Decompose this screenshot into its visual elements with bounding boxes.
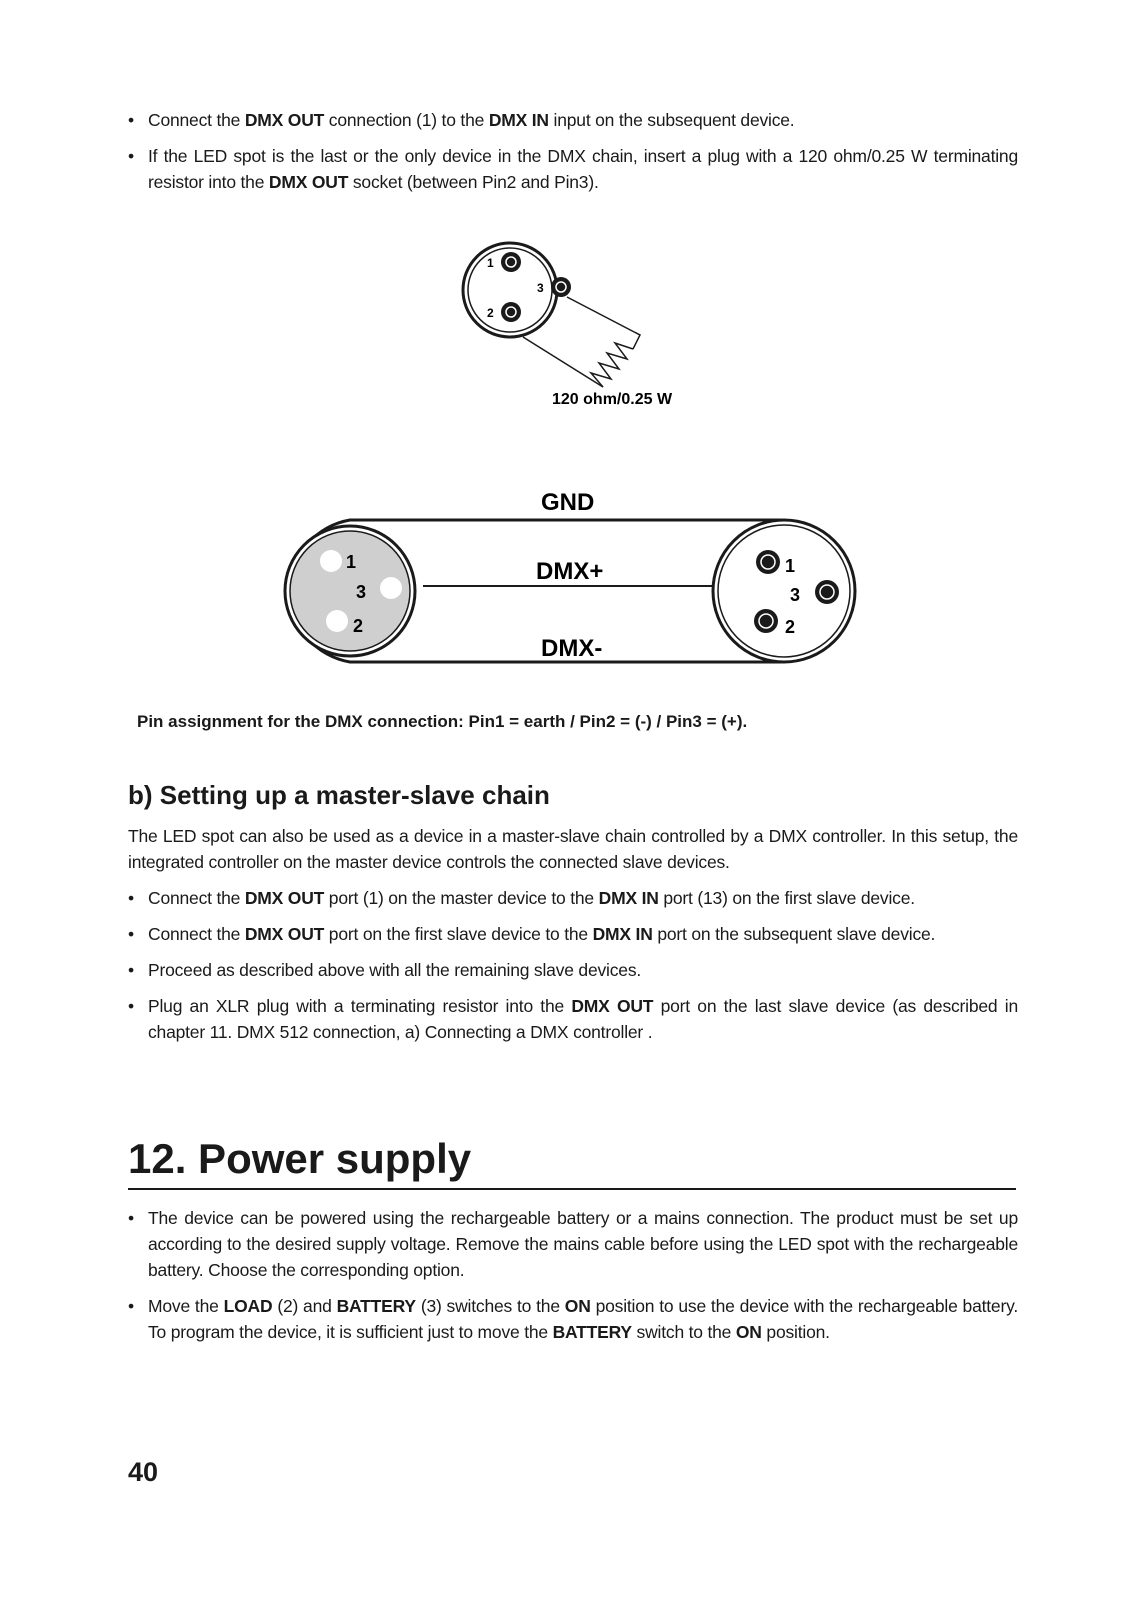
right-pin-1-label: 1 [785, 556, 796, 576]
power-supply-instructions [128, 1205, 1018, 1355]
bullet-item [128, 885, 1018, 911]
pin-2-label: 2 [487, 306, 494, 320]
text-run: connection (1) to the [324, 110, 489, 130]
dmx-out-instructions [128, 107, 1018, 205]
chapter-heading-power-supply: 12. Power supply [128, 1132, 1016, 1190]
master-slave-instructions [128, 885, 1018, 1055]
bold-term: ON [564, 1296, 591, 1316]
text-run: position to use the device with the rechargeable battery. To program the device, it is sufficient just to move the [148, 1296, 1019, 1342]
dmx-plus-label: DMX+ [536, 558, 604, 585]
bold-term: LOAD [223, 1296, 273, 1316]
resistor-label: 120 ohm/0.25 W [552, 391, 673, 408]
text-run: switch to the [631, 1322, 736, 1342]
text-run: port (1) on the master device to the [324, 888, 599, 908]
resistor-zigzag [591, 343, 633, 387]
bold-term: DMX IN [488, 110, 549, 130]
bold-term: DMX IN [598, 888, 659, 908]
text-run: Proceed as described above with all the remaining slave devices. [148, 960, 642, 980]
text-run: port (13) on the first slave device. [658, 888, 915, 908]
bold-term: DMX OUT [244, 110, 325, 130]
text-run: The device can be powered using the rechargeable battery or a mains connection. The product must be set up according to the desired supply voltage. Remove the mains cable before using the LED spot with the rechargeable battery. Choose the corresponding option. [148, 1208, 1018, 1280]
text-run: socket (between Pin2 and Pin3). [348, 172, 599, 192]
left-pin-1-label: 1 [346, 552, 357, 572]
right-pin-2-label: 2 [785, 617, 796, 637]
text-run: Move the [148, 1296, 224, 1316]
text-run: Plug an XLR plug with a terminating resistor into the [148, 996, 572, 1016]
left-pin-3-label: 3 [356, 582, 367, 602]
bullet-item [128, 993, 1018, 1045]
text-run: port on the last slave device (as described in chapter 11. DMX 512 connection, a) Connecting a DMX controller . [148, 996, 1018, 1042]
bullet-item [128, 107, 1018, 133]
bold-term: DMX OUT [244, 924, 325, 944]
text-run: (2) and [272, 1296, 337, 1316]
bullet-item [128, 1293, 1018, 1345]
text-run: port on the first slave device to the [324, 924, 593, 944]
dmx-minus-label: DMX- [541, 635, 603, 662]
bullet-item [128, 957, 1018, 983]
bold-term: BATTERY [552, 1322, 632, 1342]
text-run: port on the subsequent slave device. [652, 924, 936, 944]
bold-term: ON [735, 1322, 762, 1342]
terminating-resistor-diagram [455, 225, 695, 415]
bullet-item [128, 921, 1018, 947]
text-run: input on the subsequent device. [548, 110, 795, 130]
master-slave-intro: The LED spot can also be used as a device in a master-slave chain controlled by a DMX controller. In this setup, the integrated controller on the master device controls the connected slave devices. [128, 826, 1018, 872]
left-pin-2-label: 2 [353, 616, 364, 636]
text-run: position. [761, 1322, 830, 1342]
pin-1-label: 1 [487, 256, 494, 270]
resistor-lead-pin3 [567, 297, 640, 349]
text-run: (3) switches to the [415, 1296, 565, 1316]
page-number: 40 [128, 1457, 159, 1487]
text-run: Connect the [148, 888, 245, 908]
left-pin-2 [326, 610, 348, 632]
text-run: If the LED spot is the last or the only device in the DMX chain, insert a plug with a 120 ohm/0.25 W terminating resistor into the [148, 146, 1018, 192]
right-pin-3-label: 3 [790, 585, 801, 605]
section-heading-master-slave: b) Setting up a master-slave chain [128, 780, 550, 810]
dmx-cable-diagram [275, 480, 875, 680]
bold-term: DMX OUT [244, 888, 325, 908]
gnd-label: GND [541, 489, 595, 516]
pin-3-label: 3 [537, 281, 544, 295]
bold-term: BATTERY [336, 1296, 416, 1316]
bold-term: DMX OUT [571, 996, 654, 1016]
text-run: Connect the [148, 924, 245, 944]
left-pin-1 [320, 550, 342, 572]
resistor-lead-pin2 [523, 337, 603, 387]
text-run: Connect the [148, 110, 245, 130]
left-pin-3 [380, 577, 402, 599]
pin-assignment-caption: Pin assignment for the DMX connection: Pin1 = earth / Pin2 = (-) / Pin3 = (+). [137, 712, 748, 731]
bold-term: DMX OUT [268, 172, 349, 192]
bullet-item [128, 143, 1018, 195]
bullet-item [128, 1205, 1018, 1283]
bold-term: DMX IN [592, 924, 653, 944]
